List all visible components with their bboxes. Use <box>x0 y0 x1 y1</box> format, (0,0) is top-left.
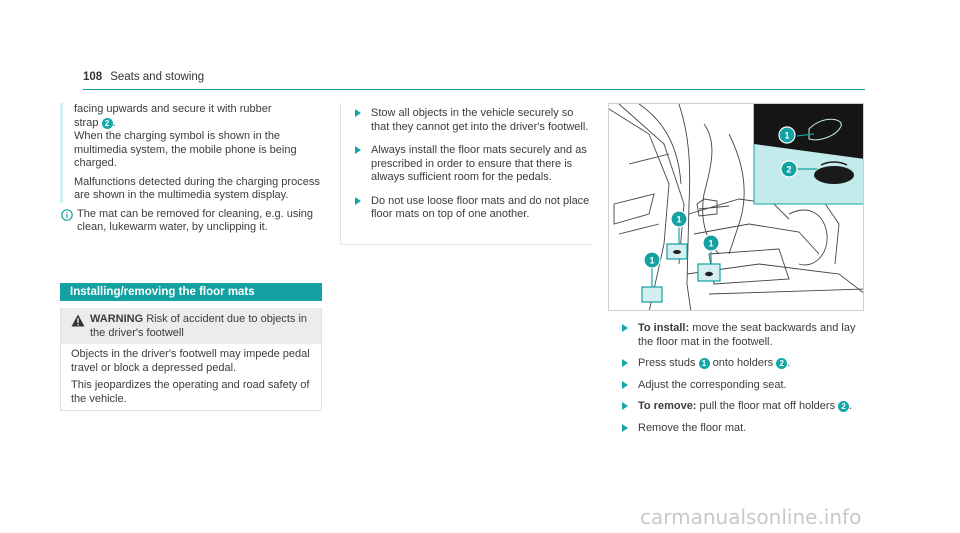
step-arrow-icon <box>355 197 361 205</box>
watermark: carmanualsonline.info <box>640 505 862 529</box>
instruction-step <box>341 144 592 185</box>
section-title: Seats and stowing <box>110 71 205 83</box>
text-fragment: . <box>112 116 116 129</box>
instruction-step <box>341 107 592 134</box>
text-fragment: pull the floor mat off holders <box>696 400 839 412</box>
step-arrow-icon <box>622 424 628 432</box>
step-text: move the seat backwards and lay the floor mat in the footwell. <box>638 322 856 348</box>
step-text: Adjust the corresponding seat. <box>638 378 787 391</box>
instruction-step <box>608 322 868 349</box>
page-header <box>83 71 865 90</box>
warning-header <box>61 308 321 344</box>
callout-label: 1 <box>676 214 682 225</box>
page-number: 108 <box>83 71 103 83</box>
note-text: The mat can be removed for cleaning, e.g. using clean, lukewarm water, by unclipping it. <box>77 207 314 233</box>
warning-box <box>60 308 322 411</box>
step-text: Always install the floor mats securely and as prescribed in order to ensure that there is always sufficient room for the pedals. <box>371 144 587 183</box>
instruction-step <box>608 400 868 414</box>
middle-column <box>340 103 592 245</box>
left-column <box>60 103 322 235</box>
text-line-strap <box>74 117 322 131</box>
callout-number: 2 <box>776 358 787 369</box>
warning-text: Objects in the driver's footwell may impede pedal travel or block a depressed pedal. <box>71 348 310 374</box>
step-arrow-icon <box>355 146 361 154</box>
warning-title: Risk of accident due to objects in the driver's footwell <box>90 313 308 339</box>
floor-mat-illustration <box>608 103 864 311</box>
step-arrow-icon <box>622 402 628 410</box>
callout-label: 1 <box>708 238 714 249</box>
callout-number: 1 <box>699 358 710 369</box>
instruction-step <box>341 195 592 222</box>
right-column <box>608 322 868 443</box>
callout-label: 1 <box>649 255 655 266</box>
instruction-step <box>608 357 868 371</box>
warning-label: WARNING <box>90 313 144 325</box>
warning-body <box>61 344 321 406</box>
instruction-step <box>608 379 868 393</box>
remove-label: To remove: <box>638 400 697 412</box>
callout-marker <box>644 252 660 268</box>
text-fragment: . <box>787 357 791 369</box>
step-text: Stow all objects in the vehicle securely so that they cannot get into the driver's footwell. <box>371 107 589 133</box>
callout-label: 2 <box>786 164 792 175</box>
callout-number: 2 <box>102 118 113 129</box>
warning-text: This jeopardizes the operating and road safety of the vehicle. <box>71 379 310 405</box>
text-fragment: Press studs <box>638 357 699 369</box>
charging-paragraph: When the charging symbol is shown in the multimedia system, the mobile phone is being charged. <box>74 130 297 169</box>
section-heading: Installing/removing the floor mats <box>60 283 322 301</box>
malfunctions-paragraph: Malfunctions detected during the charging process are shown in the multimedia system display. <box>74 175 320 201</box>
step-text: Remove the floor mat. <box>638 421 747 434</box>
text-line: facing upwards and secure it with rubber <box>74 103 272 115</box>
step-arrow-icon <box>622 359 628 367</box>
callout-label: 1 <box>784 130 790 141</box>
note-block <box>60 208 322 235</box>
step-arrow-icon <box>355 109 361 117</box>
info-icon <box>61 208 73 226</box>
install-label: To install: <box>638 322 690 334</box>
callout-marker <box>779 127 795 143</box>
step-arrow-icon <box>622 381 628 389</box>
text-fragment: . <box>849 400 853 412</box>
text-fragment: onto holders <box>709 357 777 369</box>
charging-info-block <box>60 103 322 203</box>
warning-triangle-icon <box>71 314 85 332</box>
callout-number: 2 <box>838 401 849 412</box>
callout-marker <box>781 161 797 177</box>
callout-marker <box>671 211 687 227</box>
step-arrow-icon <box>622 324 628 332</box>
text-fragment: strap <box>74 116 102 129</box>
step-text: Do not use loose floor mats and do not place floor mats on top of one another. <box>371 194 590 220</box>
callout-marker <box>703 235 719 251</box>
instruction-step <box>608 422 868 436</box>
